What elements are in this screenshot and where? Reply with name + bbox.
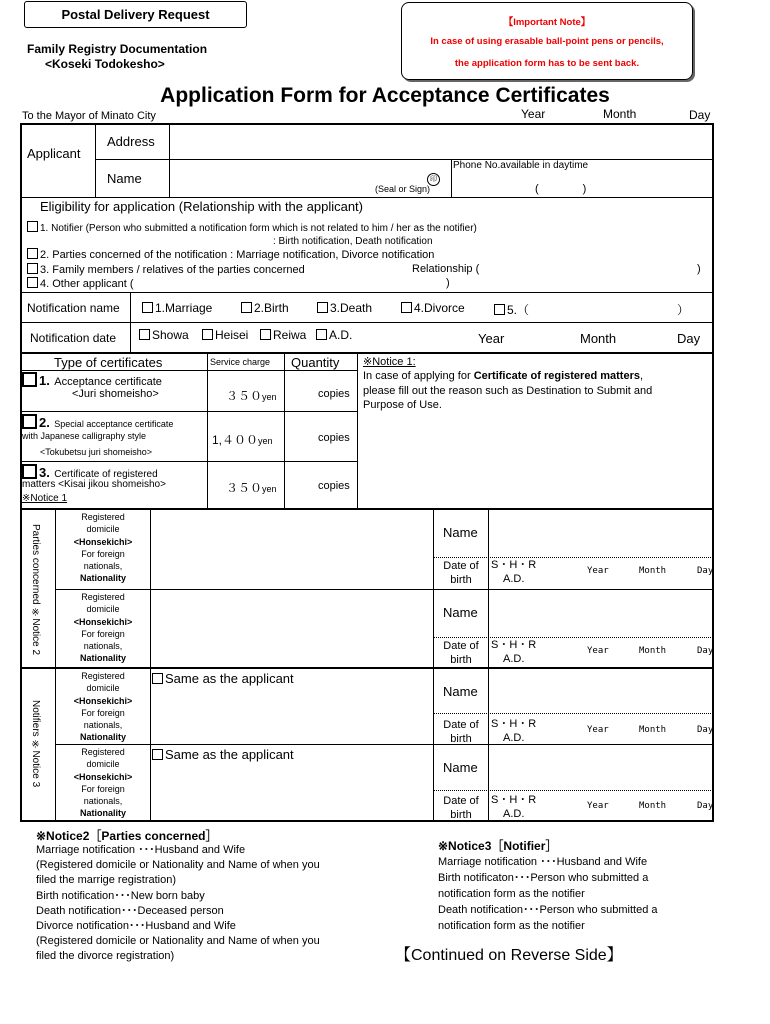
checkbox-icon[interactable] (27, 277, 38, 288)
header-year: Year (521, 107, 546, 121)
birth-day[interactable]: Day (697, 725, 714, 735)
date-of-birth-label: Date of birth (443, 795, 479, 821)
person-name-label: Name (443, 760, 478, 775)
name-label: Name (107, 171, 142, 186)
parties-concerned-label: Parties concerned ※Notice 2 (30, 524, 41, 656)
registered-domicile-label: Registered domicile <Honsekichi> For foreign nationals, Nationality (73, 747, 133, 819)
era-showa[interactable]: Showa (139, 328, 189, 342)
same-as-applicant-checkbox[interactable]: Same as the applicant (152, 747, 294, 762)
eligibility-option-1[interactable]: 1. Notifier (Person who submitted a notification form which is not related to him / her as the notifier) (27, 221, 477, 234)
birth-month[interactable]: Month (639, 725, 667, 735)
cert-1-price: ３５０yen (226, 389, 277, 403)
cert-2-copies[interactable]: copies (318, 432, 350, 444)
opt-marriage[interactable]: 1.Marriage (142, 301, 212, 315)
birth-month[interactable]: Month (639, 646, 667, 656)
same-as-applicant-checkbox[interactable]: Same as the applicant (152, 671, 294, 686)
eligibility-option-1b: : Birth notification, Death notification (273, 236, 433, 247)
notif-year: Year (478, 331, 505, 346)
notice1-line2: please fill out the reason such as Destination to Submit and (363, 385, 653, 397)
birth-era-selector[interactable]: S・H・R A.D. (491, 794, 537, 820)
opt-birth[interactable]: 2.Birth (241, 301, 289, 315)
notification-date-label: Notification date (30, 331, 117, 345)
other-close: ) (446, 277, 450, 289)
registered-domicile-label: Registered domicile <Honsekichi> For foreign nationals, Nationality (73, 512, 133, 584)
person-name-field[interactable] (490, 670, 712, 714)
notice1-line3: Purpose of Use. (363, 399, 442, 411)
date-of-birth-label: Date of birth (443, 560, 479, 586)
page-title: Application Form for Acceptance Certificates (160, 84, 610, 107)
notice2-title: ※Notice2［Parties concerned］ (36, 829, 218, 843)
eligibility-option-4[interactable]: 4. Other applicant ( (27, 277, 134, 290)
cert-3-name2: matters <Kisai jikou shomeisho> (22, 479, 166, 490)
cert-3-price: ３５０yen (226, 481, 277, 495)
opt-death[interactable]: 3.Death (317, 301, 372, 315)
important-note-box (401, 2, 693, 80)
applicant-label: Applicant (27, 146, 81, 161)
birth-day[interactable]: Day (697, 566, 714, 576)
birth-era-selector[interactable]: S・H・R A.D. (491, 559, 537, 585)
address-field[interactable] (171, 127, 711, 157)
type-header: Type of certificates (54, 355, 163, 370)
notification-name-label: Notification name (27, 301, 120, 315)
seal-or-sign: (Seal or Sign) (375, 184, 431, 194)
cert-3-copies[interactable]: copies (318, 480, 350, 492)
opt-other[interactable]: 5.（ (494, 301, 529, 318)
birth-era-selector[interactable]: S・H・R A.D. (491, 639, 537, 665)
person-name-field[interactable] (490, 746, 712, 790)
opt-divorce[interactable]: 4.Divorce (401, 301, 465, 315)
address-label: Address (107, 134, 155, 149)
cert-1-copies[interactable]: copies (318, 388, 350, 400)
note-line-2: the application form has to be sent back. (454, 58, 640, 69)
continued-reverse: 【Continued on Reverse Side】 (395, 947, 623, 964)
relationship-label: Relationship ( (412, 263, 480, 275)
date-of-birth-label: Date of birth (443, 640, 479, 666)
qty-header: Quantity (291, 355, 340, 370)
phone-label: Phone No.available in daytime (453, 160, 589, 171)
registered-domicile-field[interactable] (152, 746, 432, 822)
cert-3-notice-link[interactable]: ※Notice 1 (22, 493, 68, 504)
person-name-label: Name (443, 525, 478, 540)
header-day: Day (689, 108, 711, 122)
person-name-label: Name (443, 605, 478, 620)
phone-field[interactable]: ( ) (535, 183, 587, 195)
applicant-name-field[interactable] (171, 161, 371, 195)
cert-1[interactable]: 1. Acceptance certificate (22, 372, 162, 390)
eligibility-option-2[interactable]: 2. Parties concerned of the notification : Marriage notification, Divorce notification (27, 248, 434, 261)
notice3-body: Marriage notification ･･･Husband and Wife Birth notificaton･･･Person who submitted a notification form as the notifier Death notification･･･Person who submitted a notification form as the notifier (438, 856, 658, 932)
cert-1-name2: <Juri shomeisho> (72, 388, 159, 400)
birth-month[interactable]: Month (639, 566, 667, 576)
opt-other-close: ） (677, 303, 690, 317)
era-reiwa[interactable]: Reiwa (260, 328, 306, 342)
birth-day[interactable]: Day (697, 646, 714, 656)
eligibility-option-3[interactable]: 3. Family members / relatives of the parties concerned (27, 263, 305, 276)
person-name-field[interactable] (490, 591, 712, 635)
birth-month[interactable]: Month (639, 801, 667, 811)
checkbox-icon[interactable] (27, 221, 38, 232)
charge-header: Service charge (210, 357, 271, 367)
note-title: 【Important Note】 (503, 17, 591, 28)
notice1-title: ※Notice 1: (363, 356, 416, 368)
notice3-title: ※Notice3［Notifier］ (438, 839, 558, 853)
relationship-close: ) (697, 263, 701, 275)
birth-year[interactable]: Year (587, 801, 609, 811)
cert-2-name2: with Japanese calligraphy style (22, 431, 147, 441)
notice1-line1: In case of applying for Certificate of registered matters, (363, 370, 644, 382)
cert-2-name3: <Tokubetsu juri shomeisho> (40, 447, 153, 457)
birth-day[interactable]: Day (697, 801, 714, 811)
date-of-birth-label: Date of birth (443, 719, 479, 745)
registered-domicile-field[interactable] (152, 511, 432, 587)
family-registry-line2: <Koseki Todokesho> (45, 57, 165, 71)
era-ad[interactable]: A.D. (316, 328, 352, 342)
eligibility-heading: Eligibility for application (Relationship with the applicant) (40, 199, 364, 214)
family-registry-line1: Family Registry Documentation (27, 42, 208, 56)
note-line-1: In case of using erasable ball-point pens or pencils, (430, 36, 664, 47)
registered-domicile-label: Registered domicile <Honsekichi> For foreign nationals, Nationality (73, 671, 133, 743)
birth-year[interactable]: Year (587, 566, 609, 576)
birth-year[interactable]: Year (587, 725, 609, 735)
notice2-body: Marriage notification ･･･Husband and Wife (Registered domicile or Nationality and Name of when you filed the marrige registration) Birth notification･･･New born baby Death notification･･･Deceased person Divorce notification･･･Husband and Wife (Registered domicile or Nationality and Name of when you filed the divorce registration) (36, 844, 320, 963)
notif-day: Day (677, 331, 701, 346)
person-name-field[interactable] (490, 511, 712, 555)
birth-year[interactable]: Year (587, 646, 609, 656)
checkbox-icon[interactable] (27, 263, 38, 274)
registered-domicile-label: Registered domicile <Honsekichi> For foreign nationals, Nationality (73, 592, 133, 664)
cert-2[interactable]: 2. Special acceptance certificate (22, 414, 173, 432)
birth-era-selector[interactable]: S・H・R A.D. (491, 718, 537, 744)
seal-icon: 印 (427, 168, 440, 186)
checkbox-icon[interactable] (27, 248, 38, 259)
era-heisei[interactable]: Heisei (202, 328, 248, 342)
header-month: Month (603, 107, 637, 121)
registered-domicile-field[interactable] (152, 670, 432, 746)
notifiers-label: Notifiers ※Notice 3 (30, 700, 41, 788)
to-mayor: To the Mayor of Minato City (22, 110, 156, 122)
postal-delivery-request: Postal Delivery Request (24, 1, 247, 28)
notif-month: Month (580, 331, 617, 346)
person-name-label: Name (443, 684, 478, 699)
registered-domicile-field[interactable] (152, 591, 432, 667)
cert-3[interactable]: 3. Certificate of registered (22, 464, 158, 482)
cert-2-price: 1,４００yen (212, 433, 273, 447)
